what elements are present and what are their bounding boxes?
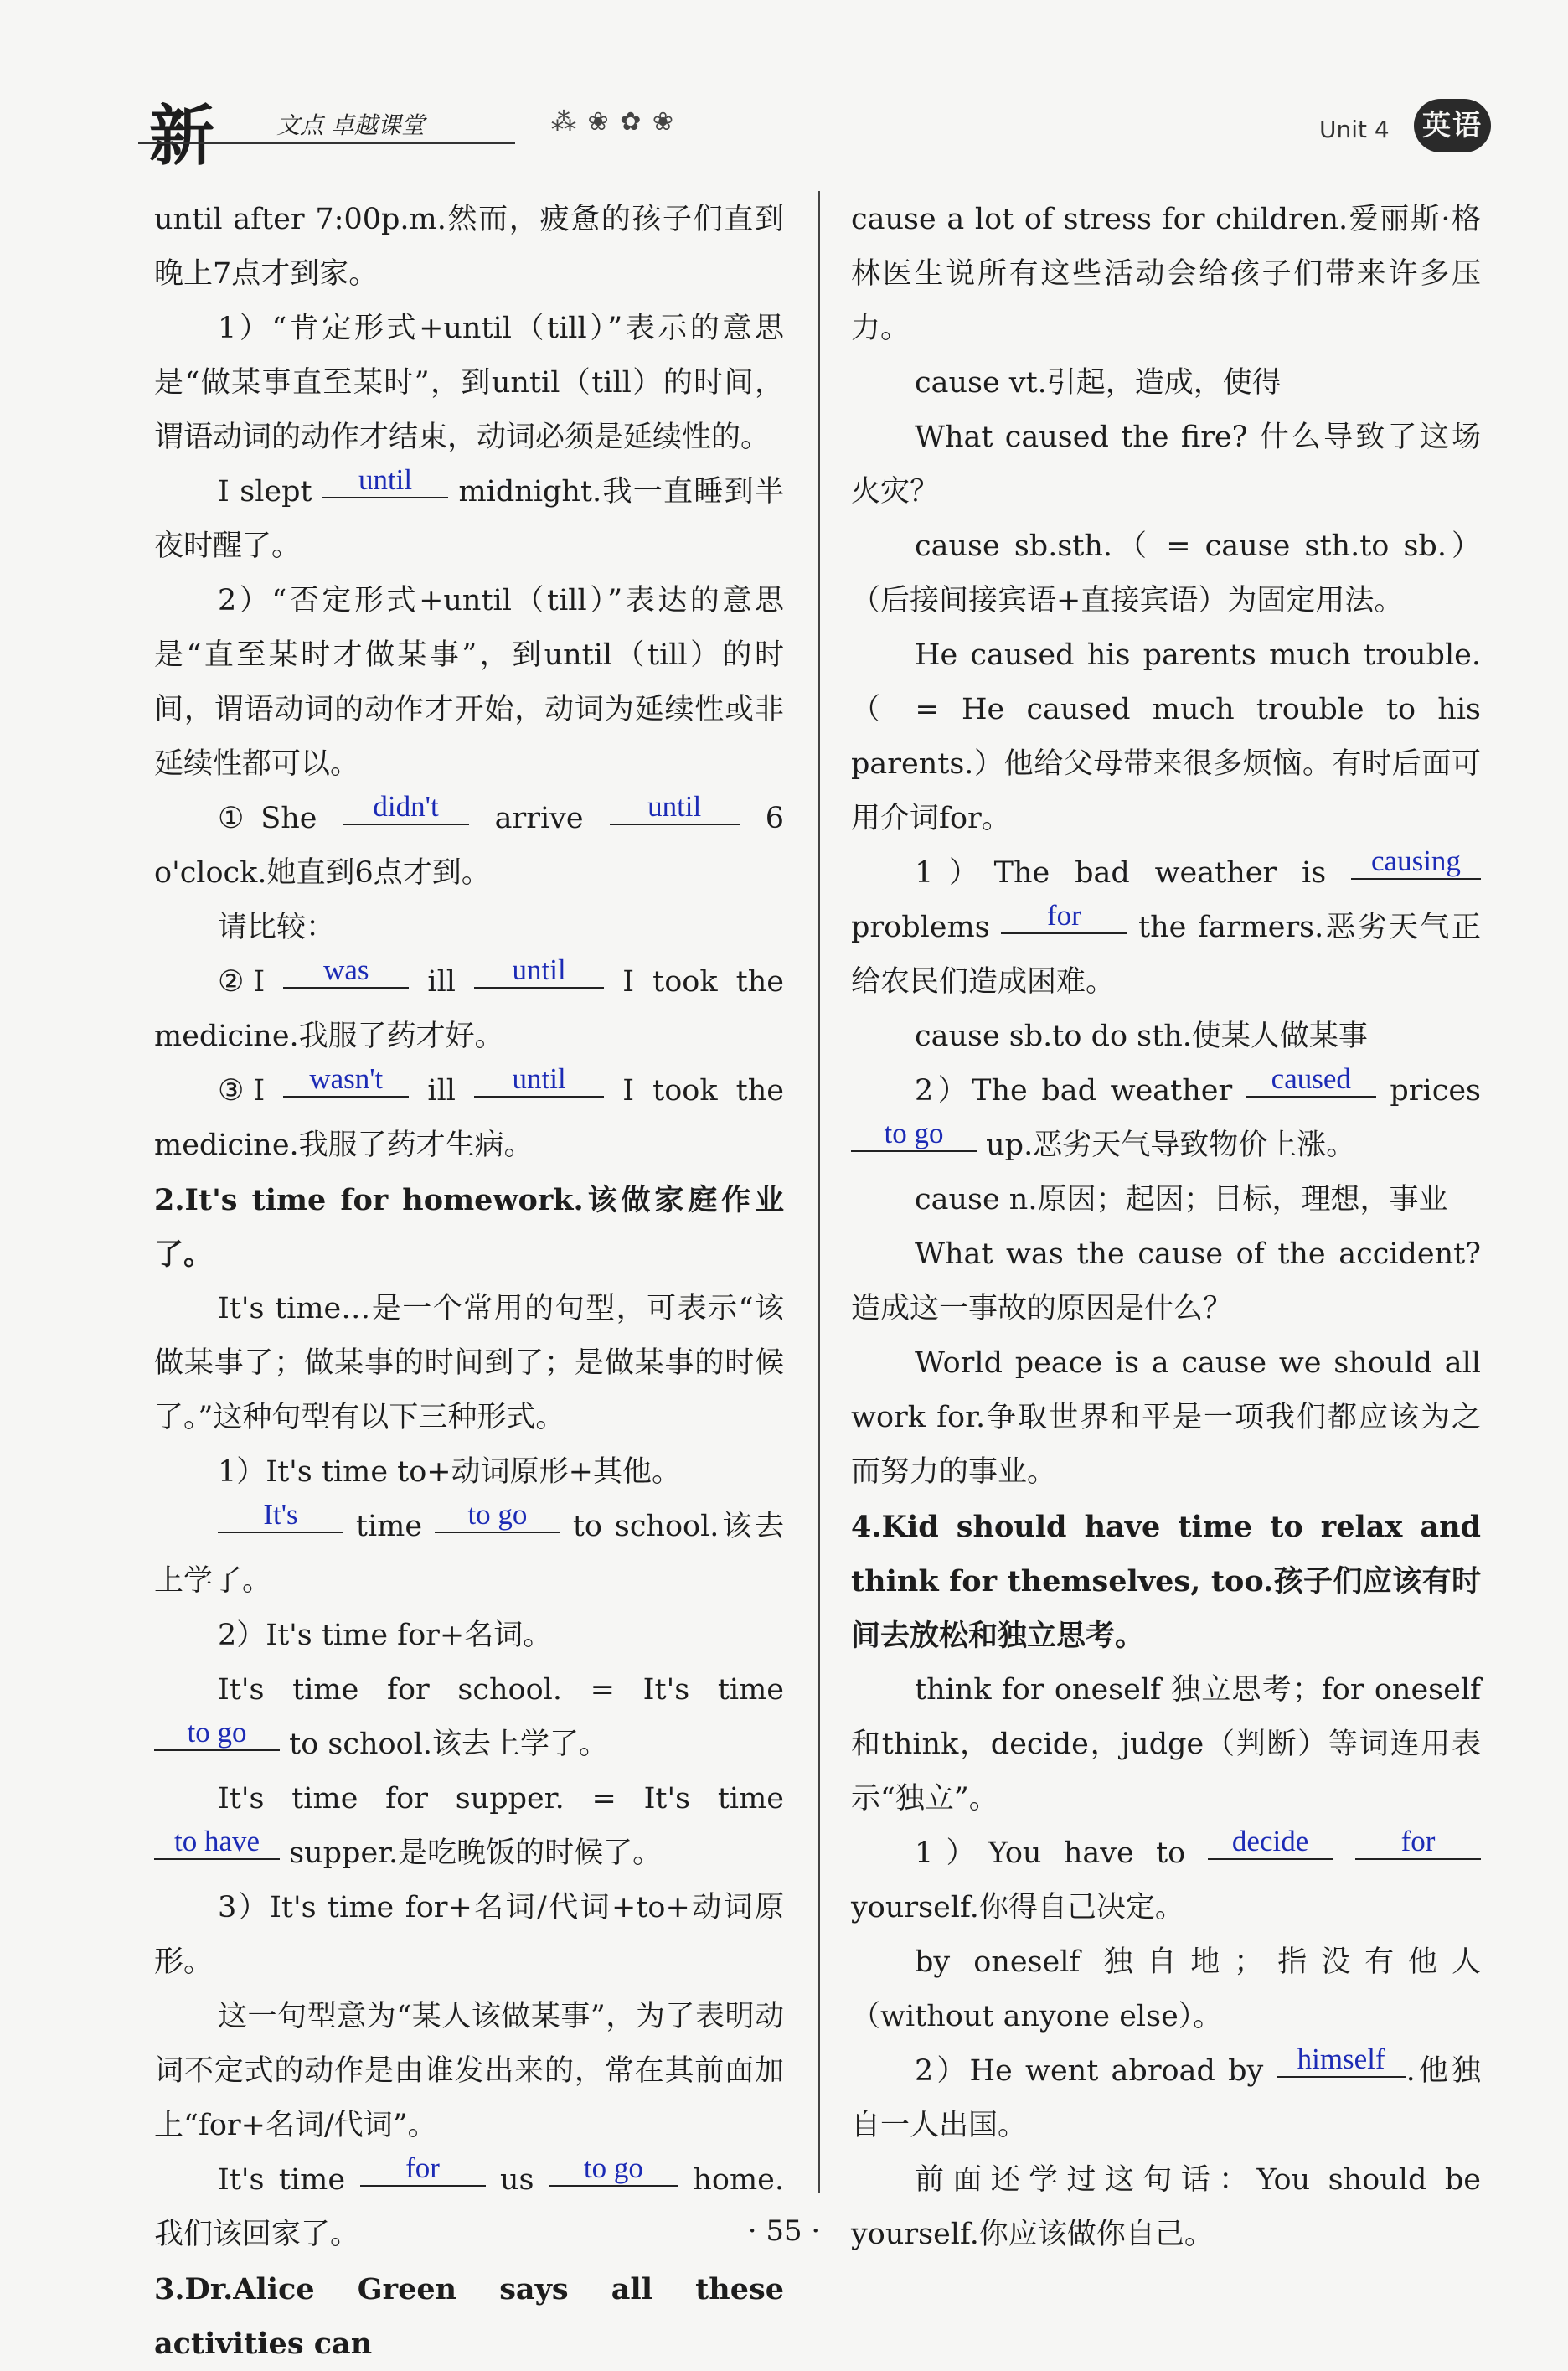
- paragraph: World peace is a cause we should all work for.争取世界和平是一项我们都应该为之而努力的事业。: [851, 1346, 1481, 1489]
- left-column: [154, 193, 784, 2371]
- paragraph: 3）It's time for+名词/代词+to+动词原形。: [154, 1891, 784, 1979]
- exercise-line: It's time to go to school.该去上学了。: [154, 1498, 784, 1598]
- answer-blank: It's: [218, 1498, 343, 1533]
- paragraph: 2）“否定形式+until（till）”表达的意思是“直至某时才做某事”，到until（till）的时间，谓语动词的动作才开始，动词为延续性或非延续性都可以。: [154, 584, 784, 781]
- exercise-line: ①She didn't arrive until 6 o'clock.她直到6点才到。: [154, 790, 784, 890]
- answer-blank: until: [474, 953, 604, 989]
- exercise-line: ③I wasn't ill until I took the medicine.我服了药才生病。: [154, 1062, 784, 1162]
- paragraph: cause sb.sth.（ = cause sth.to sb.）（后接间接宾语+直接宾语）为固定用法。: [851, 529, 1481, 617]
- ornament-icon: ⁂ ❀ ✿ ❀: [551, 107, 676, 137]
- paragraph: He caused his parents much trouble.（ = He caused much trouble to his parents.）他给父母带来很多烦恼。有时后面可用介词for。: [851, 638, 1481, 835]
- page-header: [0, 0, 1568, 174]
- exercise-line: ②I was ill until I took the medicine.我服了药才好。: [154, 953, 784, 1053]
- answer-blank: until: [610, 790, 740, 825]
- paragraph: What was the cause of the accident? 造成这一事故的原因是什么？: [851, 1237, 1481, 1325]
- logo-subtitle: 文点 卓越课堂: [276, 111, 425, 139]
- paragraph: cause vt.引起，造成，使得: [915, 366, 1282, 400]
- paragraph: 2）It's time for+名词。: [218, 1619, 553, 1652]
- paragraph: cause a lot of stress for children.爱丽斯·格林医生说所有这些活动会给孩子们带来许多压力。: [851, 203, 1481, 345]
- exercise-line: It's time for supper. = It's time to have supper.是吃晚饭的时候了。: [154, 1772, 784, 1881]
- answer-blank: wasn't: [283, 1062, 409, 1098]
- paragraph: cause n.原因；起因；目标，理想，事业: [915, 1183, 1448, 1216]
- answer-blank: causing: [1351, 845, 1481, 880]
- section-heading: 3.Dr.Alice Green says all these activities can: [154, 2272, 784, 2361]
- answer-blank: was: [283, 953, 409, 989]
- header-rule: [138, 142, 515, 144]
- paragraph: by oneself 独自地；指没有他人（without anyone else）。: [851, 1945, 1481, 2033]
- answer-blank: didn't: [343, 790, 469, 825]
- paragraph: What caused the fire? 什么导致了这场火灾？: [851, 421, 1481, 509]
- answer-blank: to have: [154, 1825, 280, 1860]
- paragraph: until after 7:00p.m.然而，疲惫的孩子们直到晚上7点才到家。: [154, 203, 784, 291]
- answer-blank: himself: [1277, 2043, 1406, 2078]
- paragraph: think for oneself 独立思考；for oneself 和think，decide，judge（判断）等词连用表示“独立”。: [851, 1673, 1481, 1816]
- subject-badge: 英语: [1414, 99, 1491, 152]
- exercise-line: 1）You have to decide for yourself.你得自己决定。: [851, 1826, 1481, 1935]
- answer-blank: to go: [851, 1117, 977, 1152]
- paragraph: 前面还学过这句话：You should be yourself.你应该做你自己。: [851, 2163, 1481, 2251]
- right-column: [851, 193, 1481, 2262]
- answer-blank: to go: [154, 1716, 280, 1751]
- unit-label: Unit 4: [1319, 116, 1390, 143]
- answer-blank: for: [1001, 899, 1127, 934]
- answer-blank: decide: [1208, 1825, 1333, 1860]
- column-divider: [818, 191, 820, 2193]
- exercise-line: It's time for us to go home.我们该回家了。: [154, 2151, 784, 2251]
- answer-blank: to go: [549, 2151, 678, 2187]
- page-number: · 55 ·: [747, 2214, 821, 2248]
- answer-blank: caused: [1246, 1062, 1376, 1098]
- paragraph: 请比较：: [218, 911, 336, 944]
- exercise-line: It's time for school. = It's time to go to school.该去上学了。: [154, 1663, 784, 1772]
- section-heading: 2.It's time for homework.该做家庭作业了。: [154, 1183, 784, 1272]
- exercise-line: 2）The bad weather caused prices to go up.恶劣天气导致物价上涨。: [851, 1064, 1481, 1173]
- answer-blank: to go: [435, 1498, 560, 1533]
- logo: 新: [149, 98, 212, 174]
- answer-blank: for: [360, 2151, 486, 2187]
- section-heading: 4.Kid should have time to relax and think for themselves, too.孩子们应该有时间去放松和独立思考。: [851, 1510, 1481, 1653]
- answer-blank: until: [322, 463, 448, 498]
- paragraph: cause sb.to do sth.使某人做某事: [915, 1020, 1368, 1053]
- paragraph: It's time…是一个常用的句型，可表示“该做某事了；做某事的时间到了；是做某事的时候了。”这种句型有以下三种形式。: [154, 1292, 784, 1434]
- answer-blank: until: [474, 1062, 604, 1098]
- paragraph: 1）“肯定形式+until（till）”表示的意思是“做某事直至某时”，到until（till）的时间，谓语动词的动作才结束，动词必须是延续性的。: [154, 312, 784, 454]
- exercise-line: 1）The bad weather is causing problems for the farmers.恶劣天气正给农民们造成困难。: [851, 845, 1481, 999]
- paragraph: 1）It's time to+动词原形+其他。: [218, 1455, 681, 1489]
- exercise-line: I slept until midnight.我一直睡到半夜时醒了。: [154, 463, 784, 563]
- paragraph: 这一句型意为“某人该做某事”，为了表明动词不定式的动作是由谁发出来的，常在其前面加上“for+名词/代词”。: [154, 2000, 784, 2142]
- answer-blank: for: [1355, 1825, 1481, 1860]
- exercise-line: 2）He went abroad by himself .他独自一人出国。: [851, 2043, 1481, 2142]
